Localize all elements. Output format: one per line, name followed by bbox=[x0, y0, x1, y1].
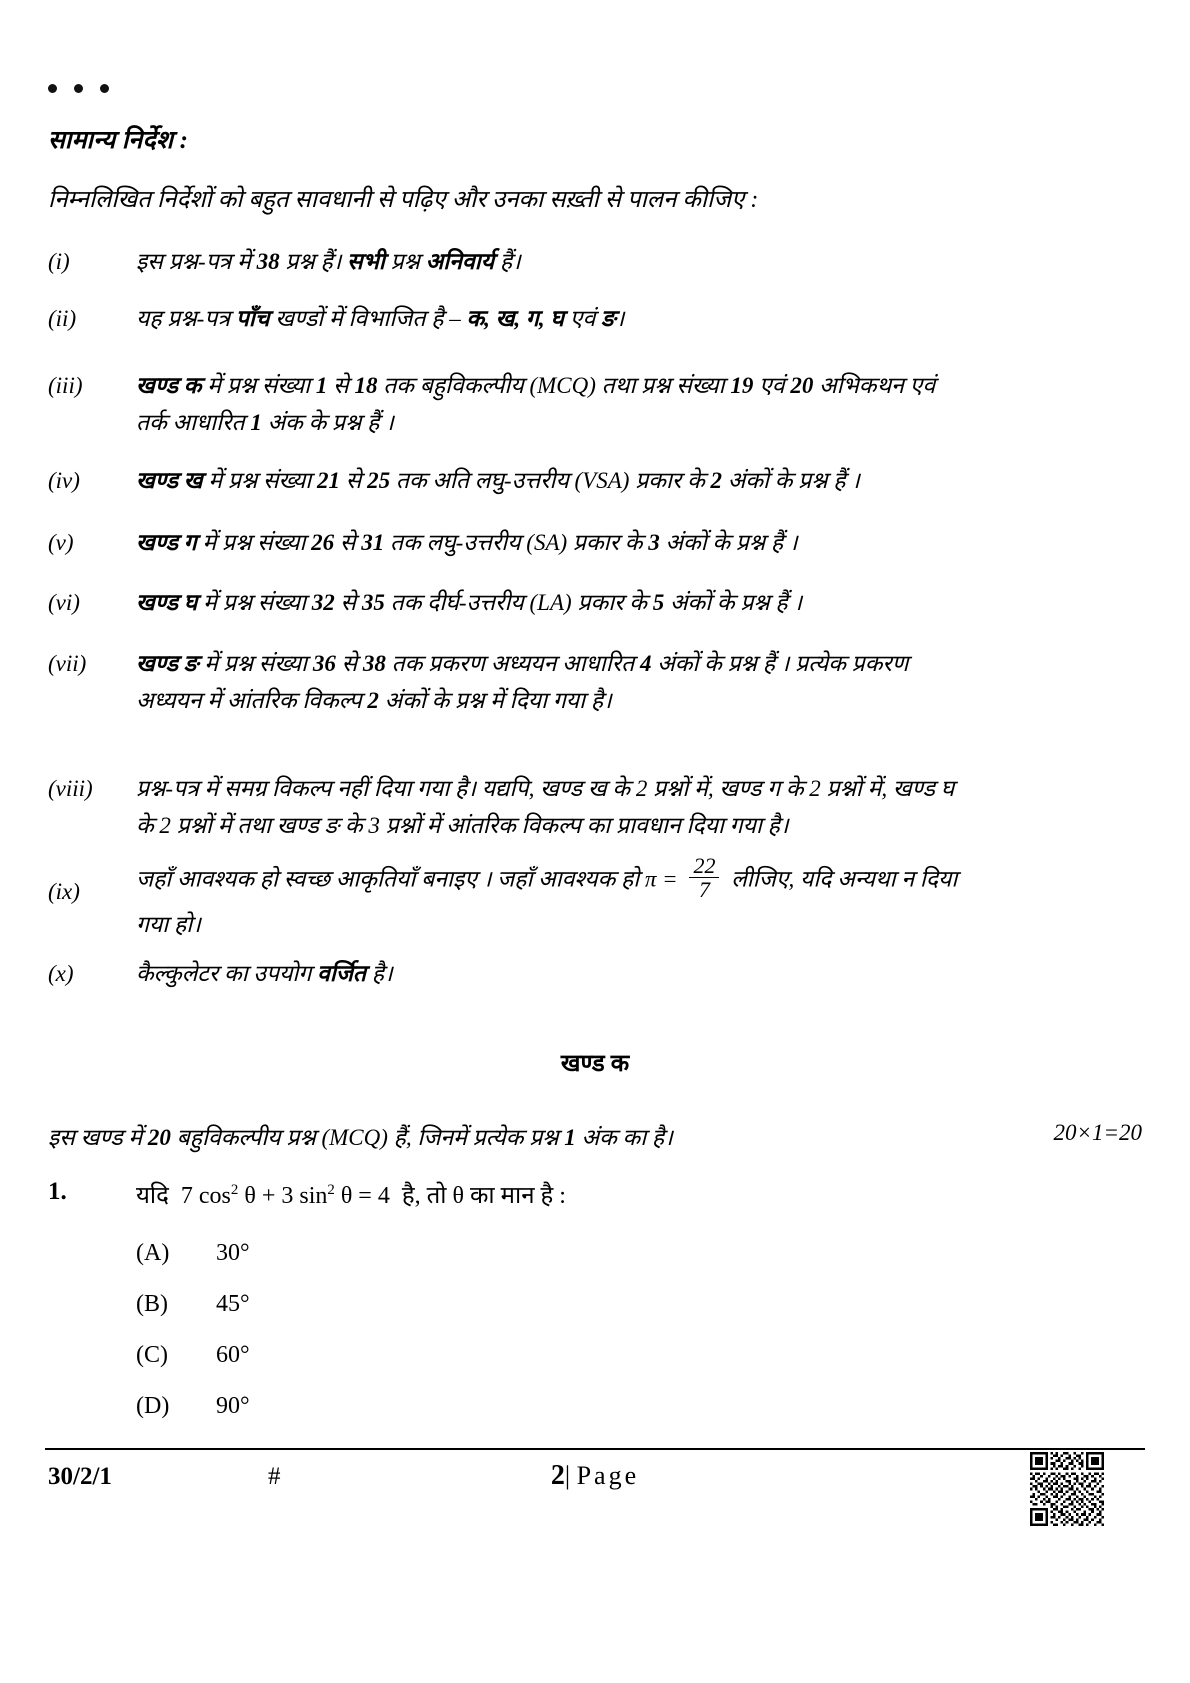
option-a-value: 30° bbox=[216, 1240, 250, 1266]
option-b-label: (B) bbox=[136, 1291, 168, 1317]
section-note bbox=[48, 1120, 673, 1152]
instruction-text bbox=[136, 243, 1142, 280]
option-b[interactable] bbox=[136, 1291, 250, 1318]
fraction bbox=[689, 854, 719, 901]
instruction-item-v bbox=[48, 524, 1142, 561]
question-text-before: यदि bbox=[136, 1183, 169, 1209]
paper-code: 30/2/1 bbox=[48, 1463, 112, 1490]
instruction-line: यह प्रश्न-पत्र पाँच खण्डों में विभाजित है – क, ख, ग, घ एवं ङ। bbox=[136, 306, 625, 331]
instruction-number: (ii) bbox=[48, 306, 77, 331]
instruction-line: इस खण्ड में 20 बहुविकल्पीय प्रश्न (MCQ) हैं, जिनमें प्रत्येक प्रश्न 1 अंक का है। bbox=[48, 1125, 673, 1150]
question-text-after: है, तो θ का मान है : bbox=[401, 1183, 566, 1209]
instruction-text bbox=[136, 462, 1142, 499]
instruction-item-x bbox=[48, 955, 1142, 992]
instruction-number: (ix) bbox=[48, 879, 80, 904]
instruction-text bbox=[136, 300, 1142, 337]
option-a-label: (A) bbox=[136, 1240, 170, 1266]
option-d-label: (D) bbox=[136, 1393, 170, 1419]
page-separator: | bbox=[564, 1461, 571, 1490]
instruction-text bbox=[136, 645, 1142, 720]
dot-2 bbox=[74, 84, 83, 93]
instruction-number: (i) bbox=[48, 249, 70, 274]
instruction-number: (x) bbox=[48, 961, 74, 986]
instruction-item-i bbox=[48, 243, 1142, 280]
fraction-denominator: 7 bbox=[689, 877, 719, 901]
dot-3 bbox=[100, 84, 109, 93]
instruction-line: खण्ड ग में प्रश्न संख्या 26 से 31 तक लघु-उत्तरीय (SA) प्रकार के 3 अंकों के प्रश्न हैं । bbox=[136, 530, 798, 555]
page-indicator bbox=[0, 1460, 1190, 1492]
fraction-numerator: 22 bbox=[693, 853, 716, 878]
instruction-line: अध्ययन में आंतरिक विकल्प 2 अंकों के प्रश्न में दिया गया है। bbox=[136, 688, 612, 714]
option-d[interactable] bbox=[136, 1393, 250, 1420]
instruction-line: के 2 प्रश्नों में तथा खण्ड ङ के 3 प्रश्नों में आंतरिक विकल्प का प्रावधान दिया गया है। bbox=[136, 813, 789, 839]
instruction-number: (iv) bbox=[48, 468, 80, 493]
option-a[interactable] bbox=[136, 1240, 250, 1267]
option-c-label: (C) bbox=[136, 1342, 168, 1368]
section-marks: 20×1=20 bbox=[1053, 1120, 1142, 1145]
instruction-text bbox=[136, 524, 1142, 561]
question-text bbox=[136, 1183, 566, 1209]
page-number: 2 bbox=[550, 1460, 565, 1491]
option-d-value: 90° bbox=[216, 1393, 250, 1419]
instruction-text bbox=[136, 584, 1142, 621]
instruction-item-viii bbox=[48, 770, 1142, 845]
instruction-line: खण्ड क में प्रश्न संख्या 1 से 18 तक बहुविकल्पीय (MCQ) तथा प्रश्न संख्या 19 एवं 20 अभिकथन एवं bbox=[136, 373, 936, 398]
instruction-line: खण्ड घ में प्रश्न संख्या 32 से 35 तक दीर्घ-उत्तरीय (LA) प्रकार के 5 अंकों के प्रश्न हैं । bbox=[136, 590, 803, 615]
instruction-number: (viii) bbox=[48, 776, 93, 801]
instruction-line: कैल्कुलेटर का उपयोग वर्जित है। bbox=[136, 961, 393, 986]
instruction-item-vi bbox=[48, 584, 1142, 621]
section-heading: खण्ड क bbox=[560, 1051, 630, 1077]
instruction-number: (vi) bbox=[48, 590, 80, 615]
instruction-line: तर्क आधारित 1 अंक के प्रश्न हैं । bbox=[136, 410, 394, 436]
instruction-text bbox=[136, 770, 1142, 845]
footer-divider bbox=[45, 1448, 1145, 1450]
instruction-item-iii bbox=[48, 367, 1142, 442]
instruction-text bbox=[136, 955, 1142, 992]
instruction-text bbox=[136, 367, 1142, 442]
dot-1 bbox=[48, 84, 57, 93]
page-word: Page bbox=[576, 1461, 640, 1490]
instruction-line: जहाँ आवश्यक हो स्वच्छ आकृतियाँ बनाइए । जहाँ आवश्यक हो π = $\frac{22}{7}$ लीजिए, यदि अन्यथा न दिया bbox=[136, 853, 958, 903]
option-b-value: 45° bbox=[216, 1291, 250, 1317]
instruction-text bbox=[136, 853, 1142, 948]
instruction-line: गया हो। bbox=[136, 912, 201, 938]
instruction-line: खण्ड ख में प्रश्न संख्या 21 से 25 तक अति लघु-उत्तरीय (VSA) प्रकार के 2 अंकों के प्रश्न हैं । bbox=[136, 468, 860, 493]
question-number: 1. bbox=[48, 1178, 67, 1205]
instruction-number: (v) bbox=[48, 530, 74, 555]
qr-code-icon bbox=[1030, 1452, 1104, 1526]
instruction-line: खण्ड ङ में प्रश्न संख्या 36 से 38 तक प्रकरण अध्ययन आधारित 4 अंकों के प्रश्न हैं । प्रत्येक प्रकरण bbox=[136, 651, 909, 676]
general-instructions-heading: सामान्य निर्देश : bbox=[48, 127, 189, 154]
instructions-lead-line: निम्नलिखित निर्देशों को बहुत सावधानी से पढ़िए और उनका सख़्ती से पालन कीजिए : bbox=[48, 187, 759, 213]
instruction-line: प्रश्न-पत्र में समग्र विकल्प नहीं दिया गया है। यद्यपि, खण्ड ख के 2 प्रश्नों में, खण्ड ग के 2 प्रश्नों में, खण्ड घ bbox=[136, 776, 955, 801]
question-1 bbox=[48, 1178, 1142, 1211]
instruction-item-ix bbox=[48, 853, 1142, 948]
option-c-value: 60° bbox=[216, 1342, 250, 1368]
instruction-item-ii bbox=[48, 300, 1142, 337]
option-c[interactable] bbox=[136, 1342, 250, 1369]
instruction-number: (vii) bbox=[48, 651, 87, 676]
footer-hash: # bbox=[268, 1463, 281, 1490]
instruction-item-iv bbox=[48, 462, 1142, 499]
instruction-item-vii bbox=[48, 645, 1142, 720]
instruction-number: (iii) bbox=[48, 373, 83, 398]
decorative-dots bbox=[48, 84, 109, 93]
question-expression: 7 $\cos^2 \theta + 3$ $\sin^2 \theta = 4$ bbox=[180, 1182, 390, 1209]
instruction-line: इस प्रश्न-पत्र में 38 प्रश्न हैं। सभी प्रश्न अनिवार्य हैं। bbox=[136, 249, 521, 274]
